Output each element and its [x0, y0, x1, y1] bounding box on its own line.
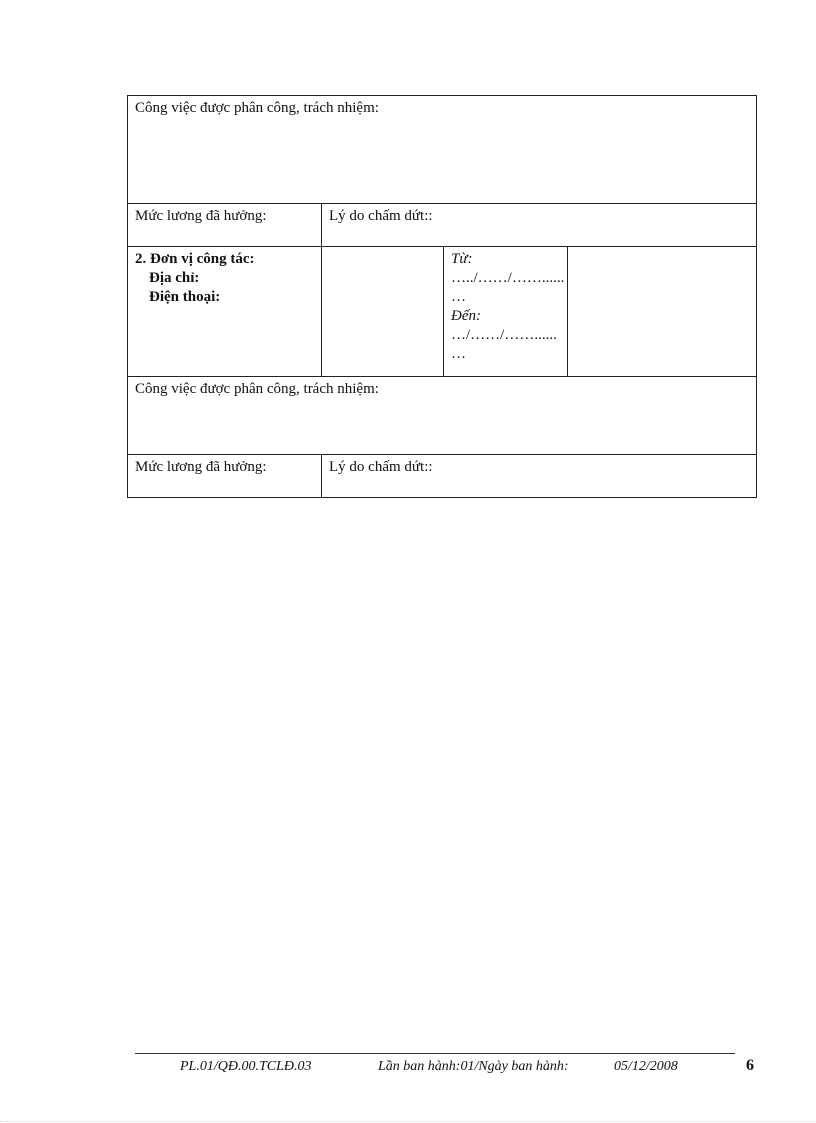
duties-cell-2: [128, 377, 757, 455]
page-number: 6: [746, 1057, 754, 1074]
to-date-tail: …: [451, 346, 466, 362]
duties-cell-1: [128, 96, 757, 204]
work-unit-label: 2. Đơn vị công tác:: [135, 251, 255, 267]
salary-row-2: [128, 455, 757, 498]
salary-cell-1: [128, 204, 322, 247]
issue-label: Lần ban hành:01/Ngày ban hành:: [378, 1059, 569, 1074]
from-date-tail: …: [451, 289, 466, 305]
termination-cell-2: [322, 455, 757, 498]
position-blank-cell: [568, 247, 757, 377]
date-range-cell: [444, 247, 568, 377]
page-edge-divider: [0, 1121, 816, 1122]
work-unit-blank-cell: [322, 247, 444, 377]
termination-label: Lý do chấm dứt::: [329, 208, 433, 224]
termination-cell-1: [322, 204, 757, 247]
to-date-field: …/……/……......: [451, 327, 557, 343]
to-label: Đến:: [451, 308, 481, 324]
work-unit-cell: [128, 247, 322, 377]
from-date-field: …../……/……......: [451, 270, 565, 286]
phone-label: Điện thoại:: [149, 289, 221, 305]
address-label: Địa chỉ:: [149, 270, 200, 286]
footer-divider: [135, 1053, 735, 1054]
salary-label: Mức lương đã hưởng:: [135, 459, 267, 475]
duties-row-2: [128, 377, 757, 455]
duties-label: Công việc được phân công, trách nhiệm:: [135, 381, 379, 397]
employment-history-table: [127, 95, 757, 498]
issue-date: 05/12/2008: [614, 1059, 678, 1074]
work-unit-row: [128, 247, 757, 377]
from-label: Từ:: [451, 251, 473, 267]
salary-label: Mức lương đã hưởng:: [135, 208, 267, 224]
duties-label: Công việc được phân công, trách nhiệm:: [135, 100, 379, 116]
document-code: PL.01/QĐ.00.TCLĐ.03: [180, 1059, 312, 1074]
termination-label: Lý do chấm dứt::: [329, 459, 433, 475]
salary-cell-2: [128, 455, 322, 498]
salary-row-1: [128, 204, 757, 247]
duties-row-1: [128, 96, 757, 204]
